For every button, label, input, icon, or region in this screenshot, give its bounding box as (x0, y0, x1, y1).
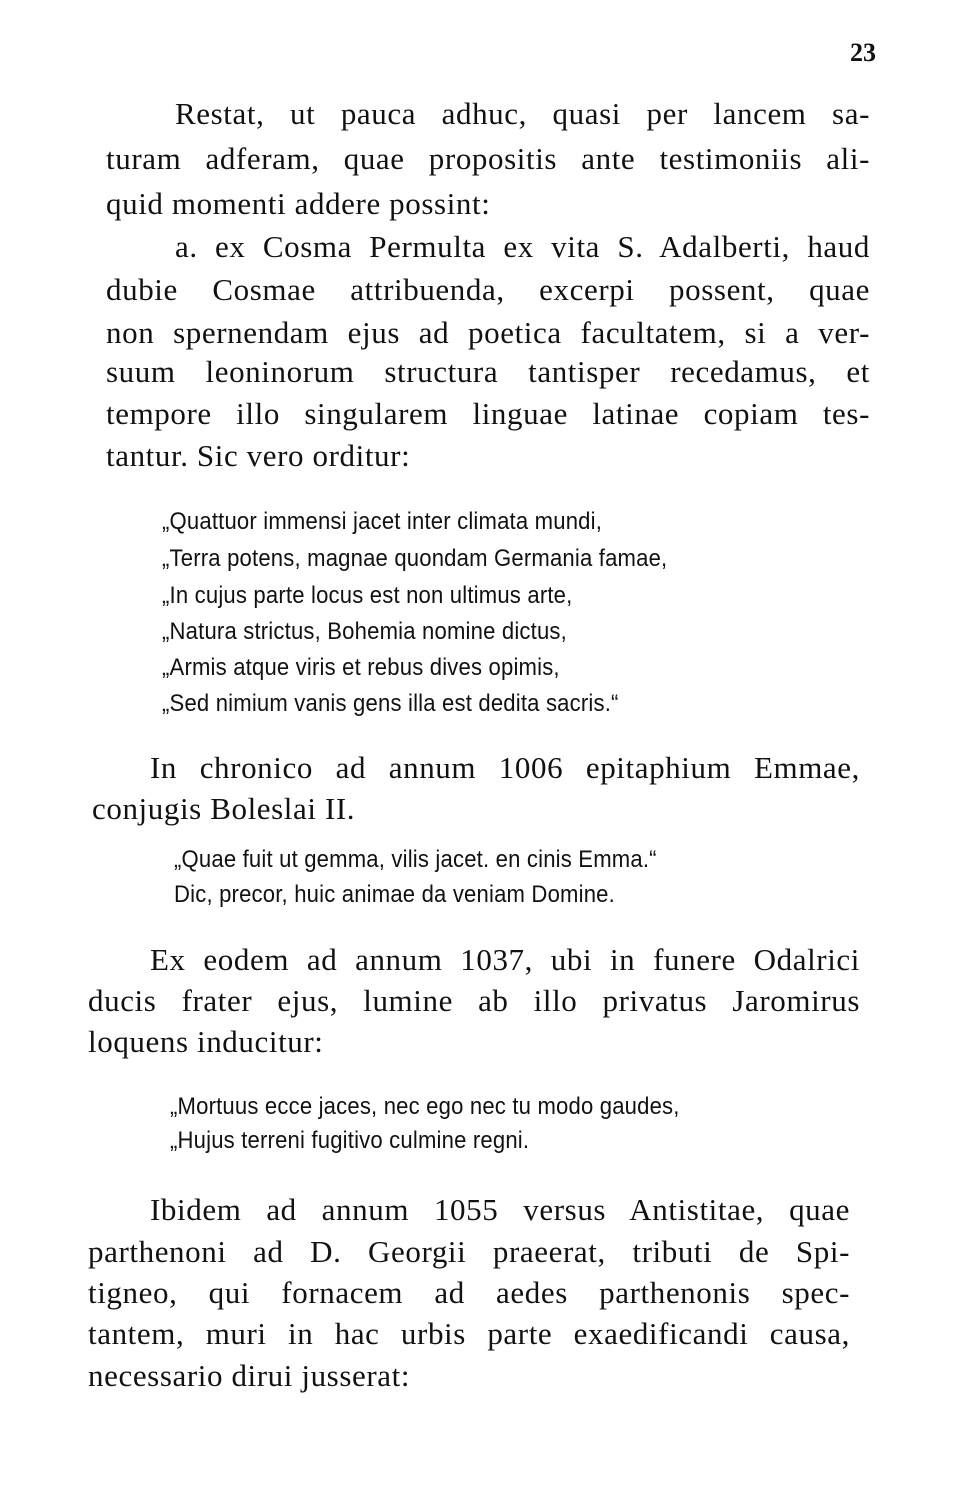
text-line: a. ex Cosma Permulta ex vita S. Adalberti, haud (175, 229, 870, 264)
text-line: tantur. Sic vero orditur: (106, 438, 411, 473)
text-line: In chronico ad annum 1006 epitaphium Emmae, (150, 750, 860, 785)
text-line: parthenoni ad D. Georgii praeerat, tributi de Spi- (88, 1234, 850, 1269)
text-line: non spernendam ejus ad poetica facultatem, si a ver- (106, 315, 870, 350)
text-line: necessario dirui jusserat: (88, 1358, 411, 1393)
verse-line: „Hujus terreni fugitivo culmine regni. (170, 1127, 530, 1154)
verse-line: „Mortuus ecce jaces, nec ego nec tu modo gaudes, (170, 1093, 680, 1120)
verse-line: „Terra potens, magnae quondam Germania famae, (162, 545, 668, 572)
text-line: dubie Cosmae attribuenda, excerpi possent, quae (106, 272, 870, 307)
verse-line: Dic, precor, huic animae da veniam Domine. (174, 881, 615, 908)
verse-line: „In cujus parte locus est non ultimus arte, (162, 582, 573, 609)
text-line: Ibidem ad annum 1055 versus Antistitae, quae (150, 1192, 850, 1227)
text-line: quid momenti addere possint: (106, 186, 491, 221)
text-line: suum leoninorum structura tantisper recedamus, et (106, 354, 870, 389)
text-line: Restat, ut pauca adhuc, quasi per lancem sa- (175, 96, 870, 131)
text-line: ducis frater ejus, lumine ab illo privatus Jaromirus (88, 983, 860, 1018)
text-line: tantem, muri in hac urbis parte exaedificandi causa, (88, 1316, 850, 1351)
verse-line: „Natura strictus, Bohemia nomine dictus, (162, 618, 567, 645)
verse-line: „Armis atque viris et rebus dives opimis, (162, 654, 560, 681)
verse-line: „Quattuor immensi jacet inter climata mundi, (162, 508, 603, 535)
verse-line: „Quae fuit ut gemma, vilis jacet. en cinis Emma.“ (174, 846, 657, 873)
text-line: Ex eodem ad annum 1037, ubi in funere Odalrici (150, 942, 860, 977)
text-line: turam adferam, quae propositis ante testimoniis ali- (106, 141, 870, 176)
verse-line: „Sed nimium vanis gens illa est dedita sacris.“ (162, 690, 619, 717)
text-line: tempore illo singularem linguae latinae copiam tes- (106, 396, 870, 431)
page-number: 23 (850, 38, 876, 67)
text-line: conjugis Boleslai II. (92, 791, 356, 826)
text-line: tigneo, qui fornacem ad aedes parthenonis spec- (88, 1275, 850, 1310)
text-line: loquens inducitur: (88, 1024, 324, 1059)
